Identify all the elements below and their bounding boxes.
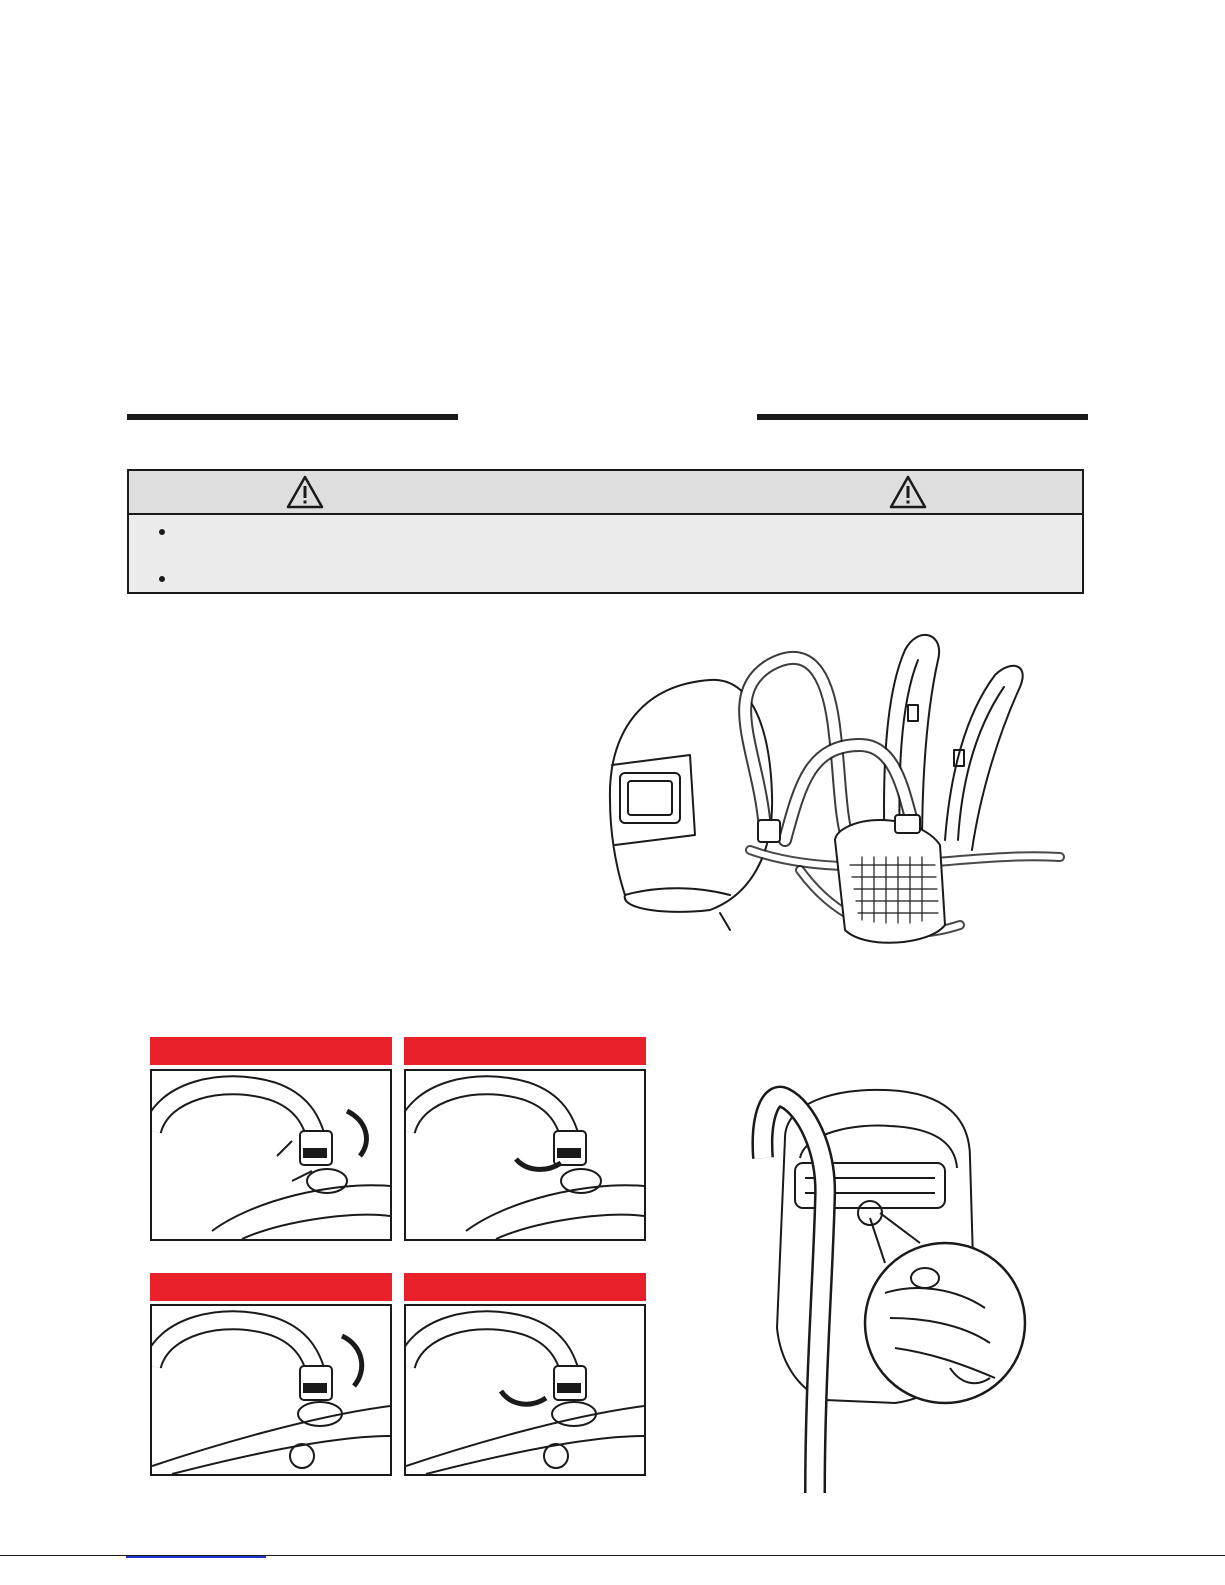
step-2-header bbox=[404, 1037, 646, 1065]
step-3-header bbox=[150, 1273, 392, 1301]
warning-bullet bbox=[159, 576, 165, 582]
footer-link[interactable] bbox=[126, 1556, 266, 1558]
step-1-header bbox=[150, 1037, 392, 1065]
warning-triangle-icon bbox=[286, 475, 324, 509]
step-2-illustration bbox=[404, 1069, 646, 1241]
warning-header bbox=[129, 471, 1082, 515]
papr-assembly-illustration bbox=[600, 625, 1070, 970]
section-rule-left bbox=[127, 414, 458, 420]
helmet-rear-illustration bbox=[745, 1078, 1035, 1493]
warning-bullet bbox=[159, 529, 165, 535]
step-3-illustration bbox=[150, 1304, 392, 1476]
step-4-header bbox=[404, 1273, 646, 1301]
step-4-illustration bbox=[404, 1304, 646, 1476]
warning-triangle-icon bbox=[889, 475, 927, 509]
step-1-illustration bbox=[150, 1069, 392, 1241]
warning-box bbox=[127, 469, 1084, 594]
section-rule-right bbox=[757, 414, 1088, 420]
